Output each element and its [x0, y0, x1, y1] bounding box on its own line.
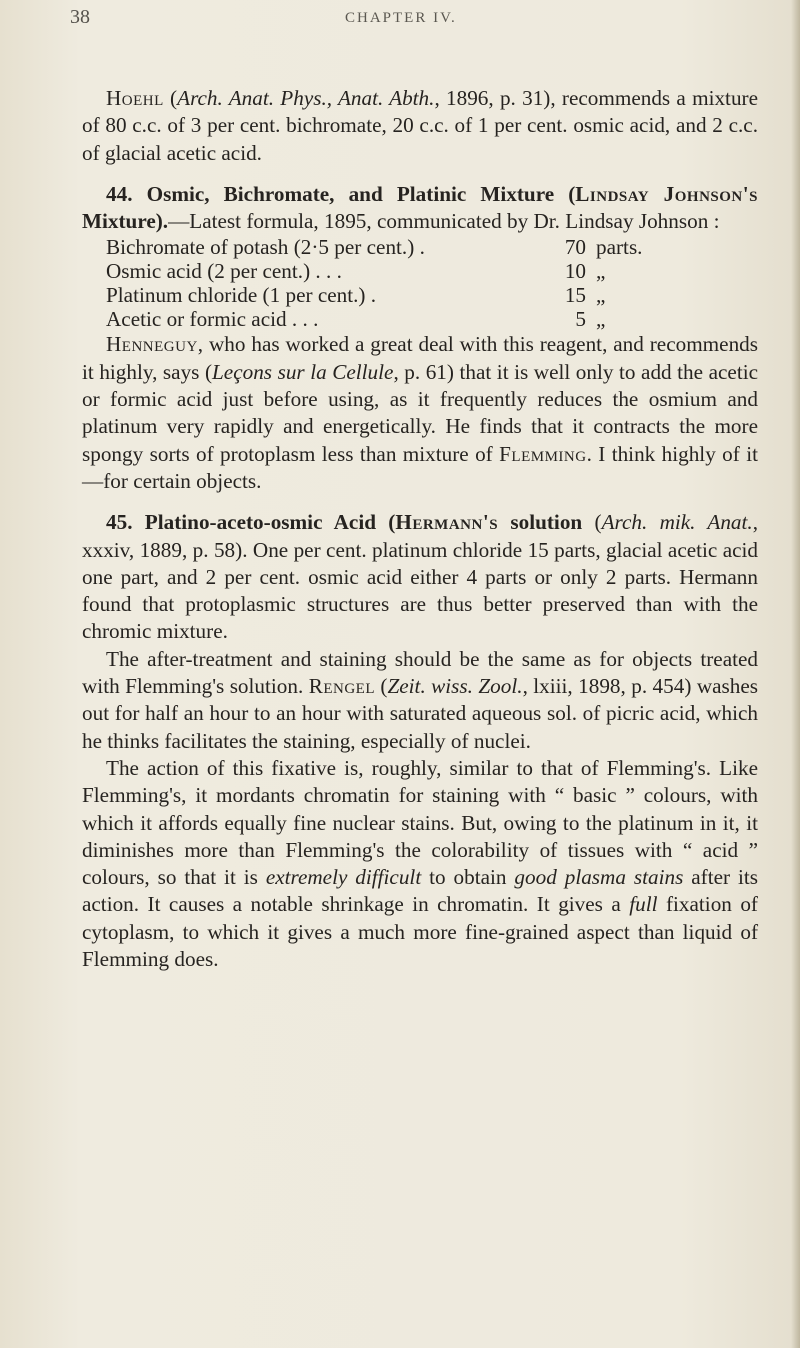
section-heading [106, 510, 582, 534]
recipe-row [106, 235, 758, 259]
text-span: ( [375, 674, 388, 699]
text-span: The after-treatment and staining should be the same as for objects treated with Flemming's solution. [82, 646, 758, 699]
citation-title: Arch. Anat. Phys., Anat. Abth. [177, 86, 435, 110]
author-name: Henneguy [106, 332, 198, 357]
paragraph-action [82, 755, 758, 973]
ingredient-unit: parts. [596, 235, 643, 260]
citation-title: Arch. mik. Anat. [601, 510, 753, 535]
citation-title: Zeit. wiss. Zool. [387, 674, 523, 699]
ingredient-name: Osmic acid (2 per cent.) . . . [106, 259, 342, 284]
paragraph-after-treatment [82, 646, 758, 755]
text-span: after its action. It causes a notable shrinkage in chromatin. It gives a [82, 865, 758, 917]
ingredient-amount: 70 [564, 235, 586, 260]
text-span: , xxxiv, 1889, p. 58). One per cent. platinum chloride 15 parts, glacial acetic acid one part, and 2 per cent. osmic acid either 4 parts or only 2 parts. Hermann found that protoplasmic structures are thus better preserved than with the chromic mixture. [82, 510, 759, 644]
text-span: . I think highly of it—for certain objects. [82, 441, 758, 493]
ingredient-name: Acetic or formic acid . . . [106, 307, 319, 332]
page-number: 38 [70, 6, 90, 28]
text-span: fixation of cytoplasm, to which it gives a much more fine-grained aspect than liquid of Flemming does. [82, 892, 758, 972]
emphasis: good plasma stains [514, 865, 684, 890]
ingredient-unit: „ [596, 307, 606, 332]
heading-text: 45. Platino-aceto-osmic Acid ( [106, 510, 396, 535]
text-span: —Latest formula, 1895, communicated by Dr. Lindsay Johnson : [168, 209, 720, 234]
ingredient-name: Platinum chloride (1 per cent.) . [106, 283, 377, 308]
ingredient-unit: „ [596, 259, 606, 284]
text-span: , who has worked a great deal with this reagent, and recommends it highly, says ( [82, 332, 758, 384]
emphasis: extremely difficult [265, 865, 422, 890]
text-span: , lxiii, 1898, p. 454) washes out for half an hour to an hour with saturated aqueous sol. of picric acid, which he thinks facilitates the staining, especially of nuclei. [82, 674, 759, 753]
paragraph-hoehl [82, 85, 758, 167]
paragraph-45 [82, 509, 758, 645]
ingredient-unit: „ [596, 283, 606, 308]
author-name: Rengel [308, 674, 375, 699]
text-span: to obtain [421, 865, 515, 890]
page-body [82, 85, 758, 973]
page-edge [791, 0, 800, 1348]
paragraph-henneguy [82, 331, 758, 495]
author-name: Hoehl [106, 86, 164, 110]
heading-text: Mixture). [82, 209, 169, 234]
paragraph-44 [82, 181, 758, 236]
heading-name: Lindsay Johnson's [575, 181, 758, 206]
recipe-row [106, 283, 758, 307]
text-span: , p. 61) that it is well only to add the acetic or formic acid just before using, as it frequently reduces the osmium and platinum very rapidly and energetically. He finds that it contracts the more spongy sorts of protoplasm less than mixture of [82, 359, 758, 466]
ingredient-amount: 5 [575, 307, 586, 332]
text-span: ( [582, 510, 602, 535]
recipe-row [106, 259, 758, 283]
ingredient-amount: 15 [564, 283, 586, 308]
heading-text: solution [498, 510, 583, 535]
emphasis: full [629, 892, 658, 917]
recipe-row [106, 307, 758, 331]
text-span: The action of this fixative is, roughly, similar to that of Flemming's. Like Flemming's, it mordants chromatin for staining with “ basic ” colours, with which it affords equally fine nuclear stains. But, owing to the platinum in it, it diminishes more than Flemming's the colorability of tissues with “ acid ” colours, so that it is [82, 755, 758, 890]
text-span: ( [163, 86, 178, 110]
heading-name: Hermann's [395, 510, 499, 535]
ingredient-name: Bichromate of potash (2·5 per cent.) . [106, 235, 425, 260]
ingredient-amount: 10 [564, 259, 586, 284]
author-name: Flemming [499, 441, 587, 466]
running-title: CHAPTER IV. [345, 10, 457, 26]
recipe-list [106, 235, 758, 331]
text-span: , 1896, p. 31), recommends a mixture of 80 c.c. of 3 per cent. bichromate, 20 c.c. of 1 per cent. osmic acid, and 2 c.c. of glacial acetic acid. [82, 86, 758, 165]
heading-text: 44. Osmic, Bichromate, and Platinic Mixture ( [106, 181, 576, 206]
citation-title: Leçons sur la Cellule [212, 359, 394, 384]
